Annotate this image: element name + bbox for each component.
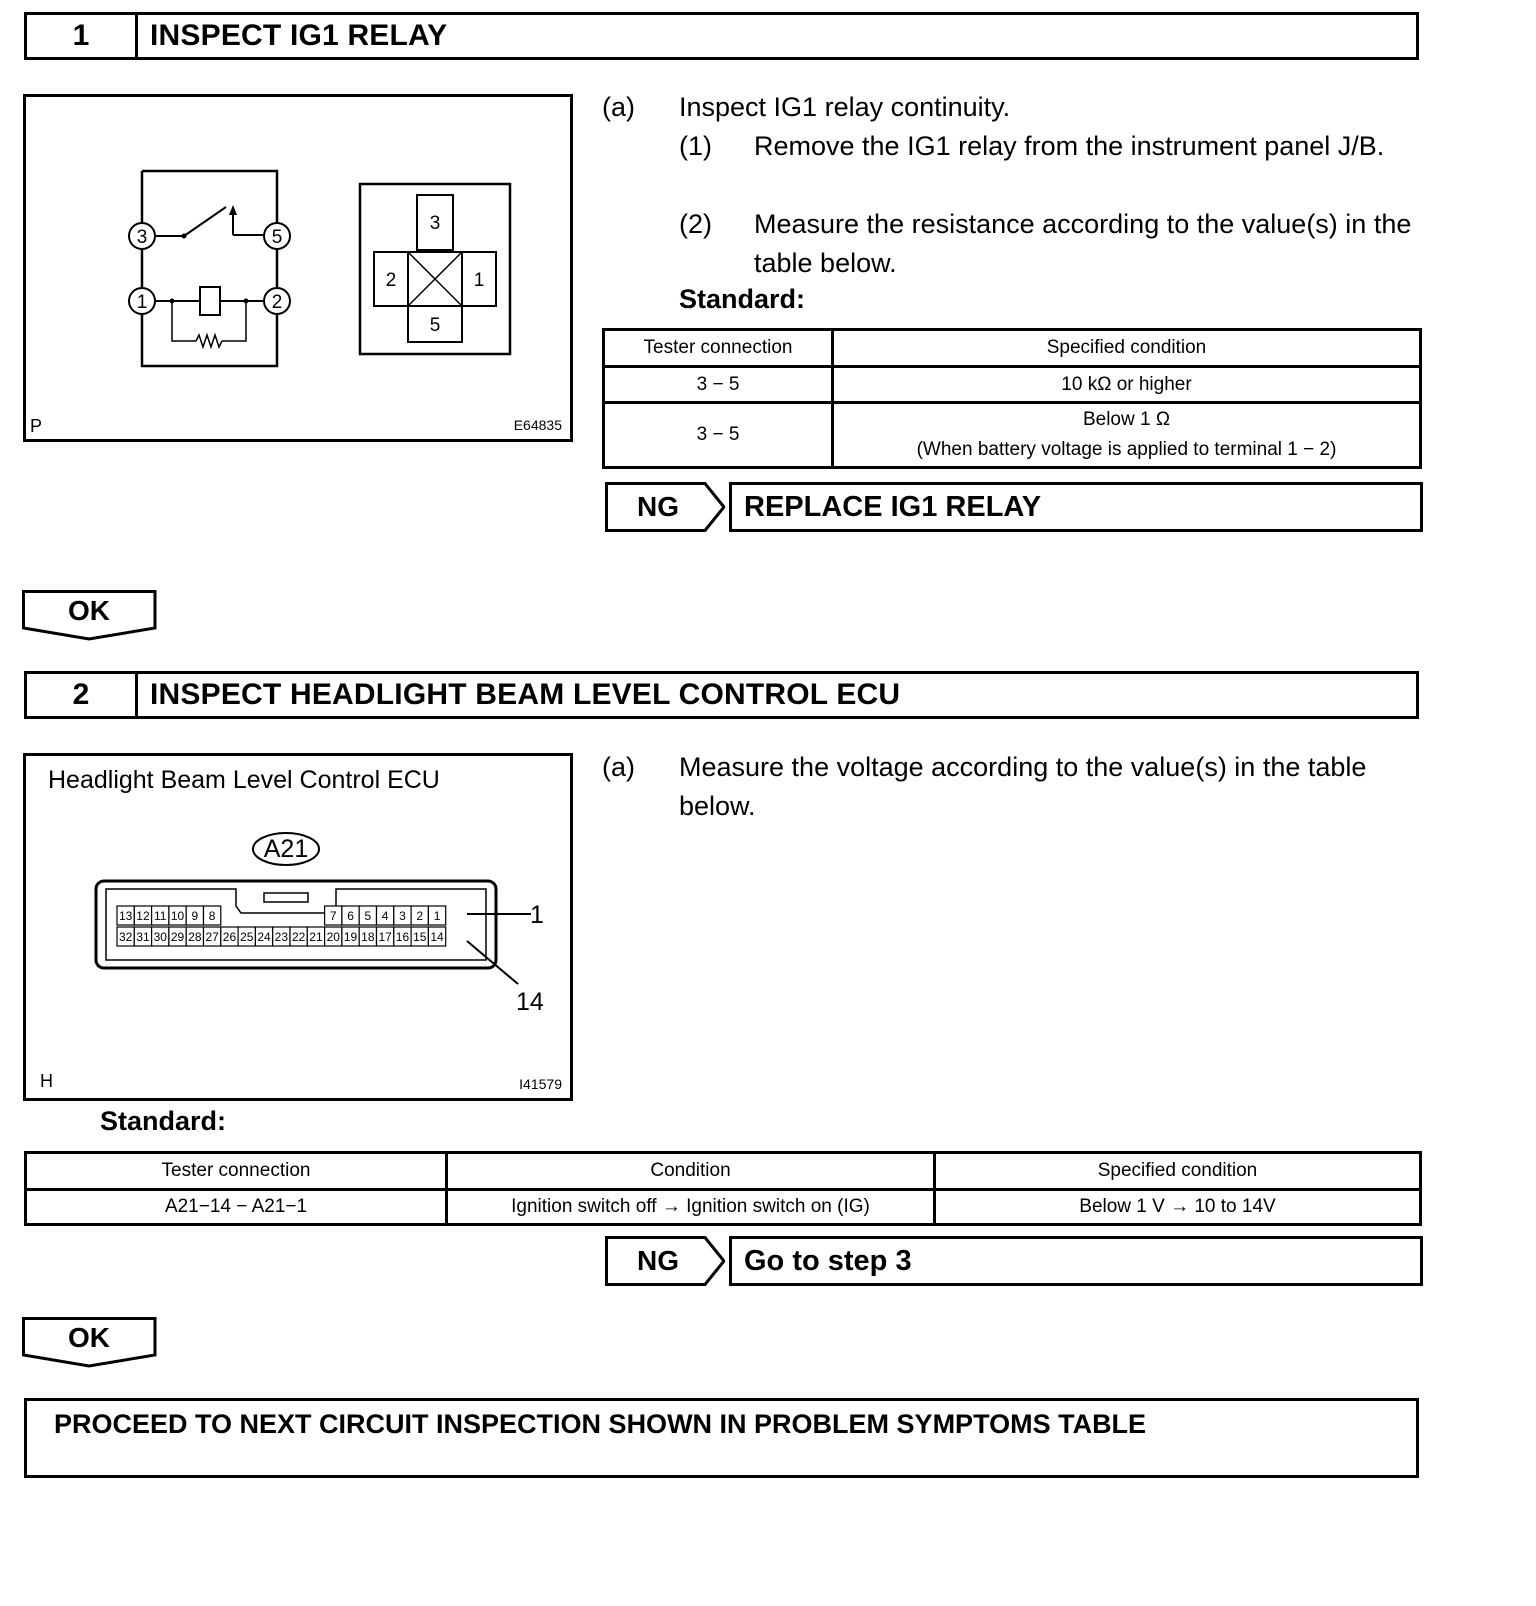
instruction-a-text: Inspect IG1 relay continuity. [679, 92, 1011, 122]
step-1-ng-branch [605, 482, 1423, 532]
instruction-a-label: (a) [602, 752, 635, 782]
cell-condition [833, 403, 1421, 468]
figure-corner-code: P [30, 416, 43, 436]
pin-15-label: 15 [413, 930, 427, 944]
cell-condition: 10 kΩ or higher [833, 367, 1421, 403]
pin-24-label: 24 [257, 930, 271, 944]
condition-line-1: Below 1 Ω [1082, 409, 1171, 430]
ok-label: OK [68, 1322, 110, 1353]
step-1-spec-table [602, 328, 1422, 469]
table-header-row [26, 1153, 1421, 1190]
ng-result: REPLACE IG1 RELAY [729, 482, 1423, 532]
step-1-header [24, 12, 1419, 60]
relay-resistor [196, 335, 222, 347]
ecu-connector-figure [23, 753, 573, 1101]
step-2-ok-branch [22, 1317, 156, 1369]
pin-6-label: 6 [347, 909, 354, 923]
pin-2-label: 2 [416, 909, 424, 923]
pin-28-label: 28 [188, 930, 202, 944]
callout-1-label: 1 [530, 901, 544, 929]
pin-19-label: 19 [343, 930, 358, 944]
pin-3-label: 3 [429, 213, 441, 234]
terminal-3-label: 3 [136, 227, 148, 248]
ng-label: NG [637, 1245, 679, 1276]
step-title: INSPECT HEADLIGHT BEAM LEVEL CONTROL ECU [150, 678, 901, 711]
relay-diagram [26, 97, 570, 439]
figure-corner-code: H [40, 1071, 53, 1091]
pin-1-label: 1 [433, 909, 441, 923]
cell-condition: Ignition switch off → Ignition switch on (IG) [447, 1190, 935, 1225]
pin-30-label: 30 [153, 930, 167, 944]
pin-23-label: 23 [274, 930, 289, 944]
instruction-a-label: (a) [602, 92, 635, 122]
pin-27-label: 27 [205, 930, 219, 944]
step-title: INSPECT IG1 RELAY [150, 19, 448, 52]
header-condition: Condition [447, 1153, 935, 1190]
pin-1-label: 1 [473, 270, 485, 291]
standard-label: Standard: [679, 284, 806, 314]
step-2-ng-branch [605, 1236, 1423, 1286]
pin-9-label: 9 [191, 909, 199, 923]
pin-21-label: 21 [309, 930, 323, 944]
pin-5-label: 5 [364, 909, 372, 923]
pin-17-label: 17 [378, 930, 392, 944]
final-action-box [24, 1398, 1419, 1478]
figure-caption: Headlight Beam Level Control ECU [48, 766, 440, 794]
terminal-5-label: 5 [271, 227, 283, 248]
table-row [604, 367, 1421, 403]
pin-7-label: 7 [329, 909, 337, 923]
relay-coil [200, 287, 220, 315]
pin-10-label: 10 [170, 909, 185, 923]
pin-13-label: 13 [118, 909, 133, 923]
cell-specified: Below 1 V → 10 to 14V [935, 1190, 1421, 1225]
pin-14-label: 14 [430, 930, 444, 944]
terminal-2-label: 2 [271, 292, 283, 313]
step-2-instructions [602, 748, 1424, 838]
instruction-a-text: Measure the voltage according to the value(s) in the table below. [679, 752, 1367, 821]
pin-11-label: 11 [154, 909, 167, 923]
relay-switch-contact [184, 207, 226, 236]
ig1-relay-figure [23, 94, 573, 442]
pin-31-label: 31 [136, 930, 150, 944]
cell-connection: 3 − 5 [604, 367, 833, 403]
instruction-2-text: Measure the resistance according to the value(s) in the table below. [754, 209, 1412, 278]
pin-5-label: 5 [429, 315, 441, 336]
instruction-1-label: (1) [679, 131, 712, 161]
pin-18-label: 18 [361, 930, 375, 944]
header-tester-connection: Tester connection [604, 330, 833, 367]
pin-12-label: 12 [136, 909, 150, 923]
pin-8-label: 8 [208, 909, 216, 923]
figure-id: E64835 [513, 417, 562, 433]
final-action-text: PROCEED TO NEXT CIRCUIT INSPECTION SHOWN IN PROBLEM SYMPTOMS TABLE [54, 1409, 1147, 1439]
pin-16-label: 16 [395, 930, 410, 944]
instruction-1-text: Remove the IG1 relay from the instrument panel J/B. [754, 131, 1385, 161]
step-2-spec-table [24, 1151, 1422, 1226]
table-row [26, 1190, 1421, 1225]
cell-connection: A21−14 − A21−1 [26, 1190, 447, 1225]
terminal-1-label: 1 [136, 292, 148, 313]
pin-32-label: 32 [118, 930, 133, 944]
ok-label: OK [68, 595, 110, 626]
pin-22-label: 22 [291, 930, 306, 944]
header-tester-connection: Tester connection [26, 1153, 447, 1190]
header-specified-condition: Specified condition [935, 1153, 1421, 1190]
pin-29-label: 29 [170, 930, 185, 944]
figure-id: I41579 [519, 1076, 562, 1092]
pin-20-label: 20 [326, 930, 340, 944]
pin-2-label: 2 [385, 270, 397, 291]
header-specified-condition: Specified condition [833, 330, 1421, 367]
pin-26-label: 26 [222, 930, 237, 944]
step-2-header [24, 671, 1419, 719]
callout-14-label: 14 [516, 988, 544, 1016]
ng-result: Go to step 3 [729, 1236, 1423, 1286]
cell-connection: 3 − 5 [604, 403, 833, 468]
step-1-ok-branch [22, 590, 156, 642]
standard-label: Standard: [100, 1106, 227, 1136]
condition-line-2: (When battery voltage is applied to terminal 1 − 2) [916, 439, 1337, 460]
pin-3-label: 3 [399, 909, 406, 923]
instruction-2-label: (2) [679, 209, 712, 239]
connector-key [264, 893, 308, 902]
table-header-row [604, 330, 1421, 367]
pin-25-label: 25 [240, 930, 254, 944]
table-row [604, 403, 1421, 468]
relay-schematic-outline [142, 171, 277, 366]
ecu-connector-diagram [26, 756, 570, 1098]
connector-id-label: A21 [263, 835, 309, 863]
step-number: 1 [27, 15, 138, 57]
ng-label: NG [637, 491, 679, 522]
step-number: 2 [27, 674, 138, 716]
pin-4-label: 4 [381, 909, 389, 923]
